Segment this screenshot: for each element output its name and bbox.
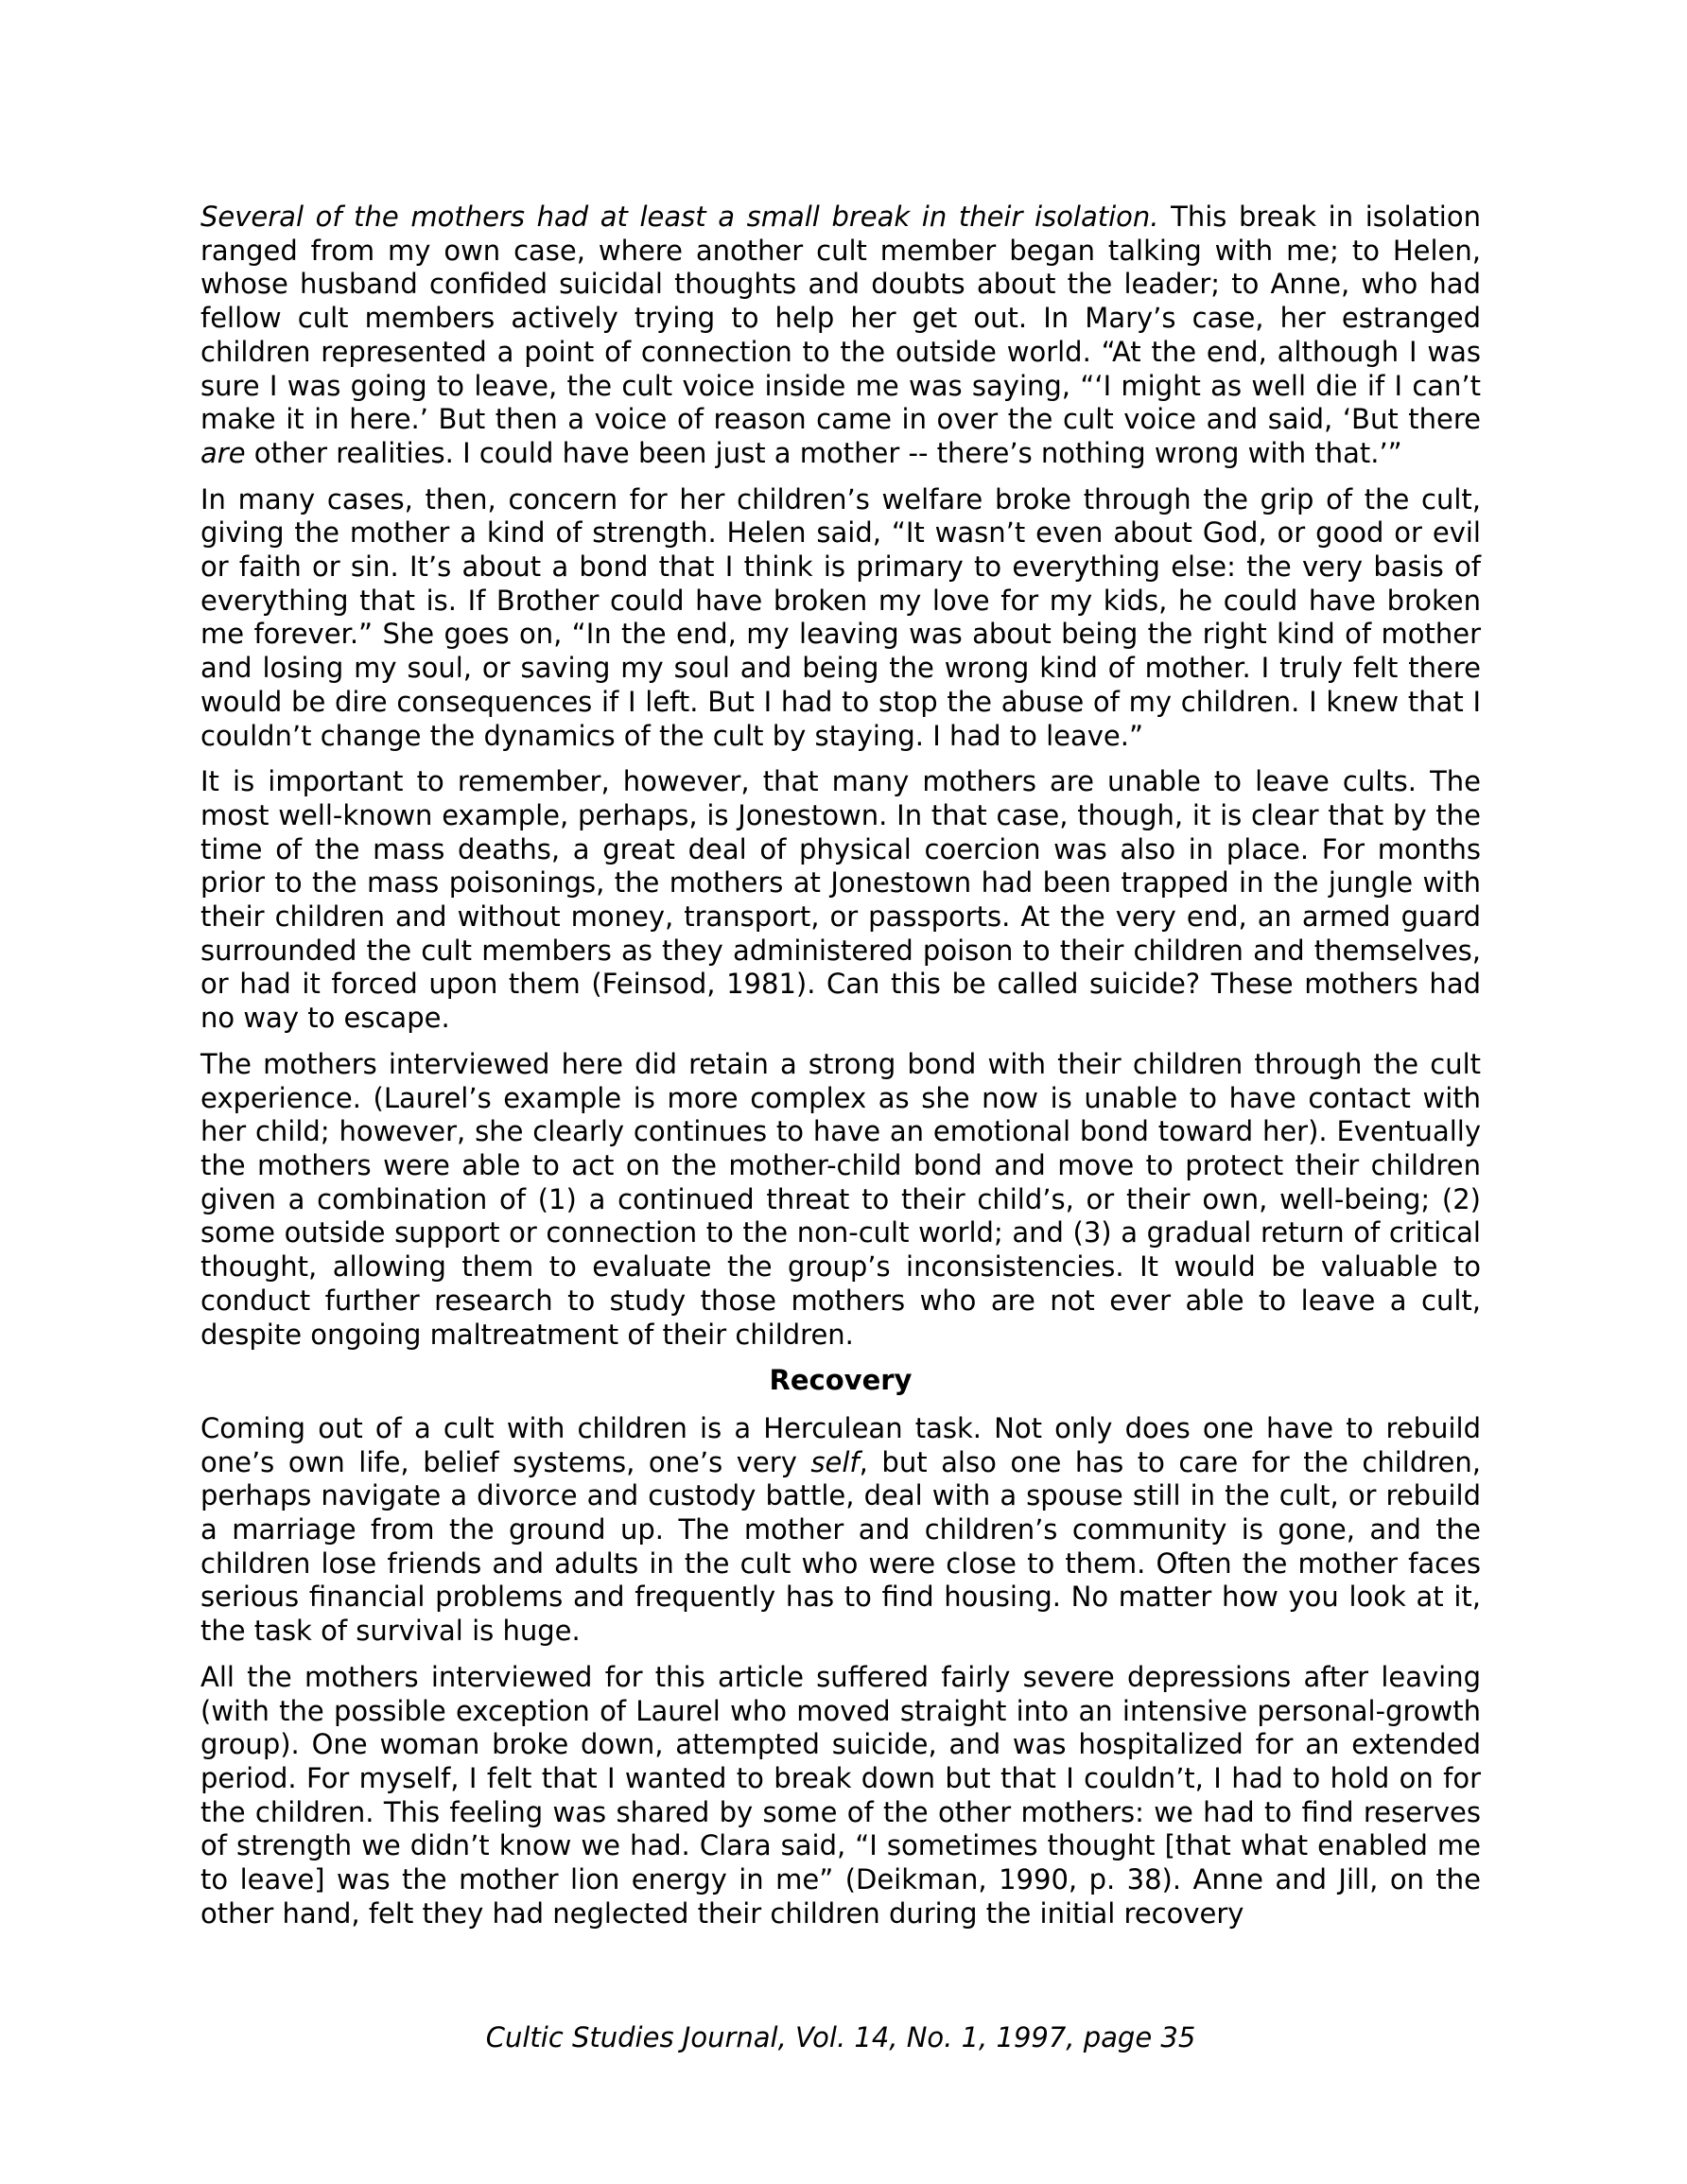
emphasis-text: are [200, 436, 246, 469]
paragraph [200, 1661, 1481, 1931]
text-segment: Coming out of a cult with children is a Herculean task. Not only does one have to rebuild one’s own life, belief systems, one’s very [200, 1411, 1481, 1478]
text-segment: other realities. I could have been just a mother -- there’s nothing wrong with that.’” [245, 436, 1402, 469]
text-segment: It is important to remember, however, that many mothers are unable to leave cults. The most well-known example, perhaps, is Jonestown. In that case, though, it is clear that by the time of the mass deaths, a great deal of physical coercion was also in place. For months prior to the mass poisonings, the mothers at Jonestown had been trapped in the jungle with their children and without money, transport, or passports. At the very end, an armed guard surrounded the cult members as they administered poison to their children and themselves, or had it forced upon them (Feinsod, 1981). Can this be called suicide? These mothers had no way to escape. [200, 765, 1481, 1035]
text-segment: All the mothers interviewed for this article suffered fairly severe depressions after leaving (with the possible exception of Laurel who moved straight into an intensive personal-growth group). One woman broke down, attempted suicide, and was hospitalized for an extended period. For myself, I felt that I wanted to break down but that I couldn’t, I had to hold on for the children. This feeling was shared by some of the other mothers: we had to find reserves of strength we didn’t know we had. Clara said, “I sometimes thought [that what enabled me to leave] was the mother lion energy in me” (Deikman, 1990, p. 38). Anne and Jill, on the other hand, felt they had neglected their children during the initial recovery [200, 1660, 1481, 1930]
paragraph [200, 483, 1481, 754]
page-footer: Cultic Studies Journal, Vol. 14, No. 1, 1997, page 35 [485, 2021, 1196, 2053]
text-segment: This break in isolation ranged from my own case, where another cult member began talking with me; to Helen, whose husband confided suicidal thoughts and doubts about the leader; to Anne, who had fellow cult members actively trying to help her get out. In Mary’s case, her estranged children represented a point of connection to the outside world. “At the end, although I was sure I was going to leave, the cult voice inside me was saying, “‘I might as well die if I can’t make it in here.’ But then a voice of reason came in over the cult voice and said, ‘But there [200, 201, 1481, 436]
section-heading-recovery: Recovery [769, 1364, 913, 1397]
text-segment: , but also one has to care for the children, perhaps navigate a divorce and custody battle, deal with a spouse still in the cult, or rebuild a marriage from the ground up. The mother and children’s community is gone, and the children lose friends and adults in the cult who were close to them. Often the mother faces serious financial problems and frequently has to find housing. No matter how you look at it, the task of survival is huge. [200, 1445, 1481, 1648]
emphasis-text: Several of the mothers had at least a small break in their isolation. [200, 201, 1159, 233]
article-body [200, 201, 1481, 1931]
paragraph [200, 1048, 1481, 1352]
text-segment: The mothers interviewed here did retain a strong bond with their children through the cult experience. (Laurel’s example is more complex as she now is unable to have contact with her child; however, she clearly continues to have an emotional bond toward her). Eventually the mothers were able to act on the mother-child bond and move to protect their children given a combination of (1) a continued threat to their child’s, or their own, well-being; (2) some outside support or connection to the non-cult world; and (3) a gradual return of critical thought, allowing them to evaluate the group’s inconsistencies. It would be valuable to conduct further research to study those mothers who are not ever able to leave a cult, despite ongoing maltreatment of their children. [200, 1047, 1481, 1351]
paragraph [200, 1412, 1481, 1649]
paragraph [200, 765, 1481, 1036]
emphasis-text: self [810, 1445, 860, 1478]
paragraph [200, 201, 1481, 471]
text-segment: In many cases, then, concern for her children’s welfare broke through the grip of the cult, giving the mother a kind of strength. Helen said, “It wasn’t even about God, or good or evil or faith or sin. It’s about a bond that I think is primary to everything else: the very basis of everything that is. If Brother could have broken my love for my kids, he could have broken me forever.” She goes on, “In the end, my leaving was about being the right kind of mother and losing my soul, or saving my soul and being the wrong kind of mother. I truly felt there would be dire consequences if I left. But I had to stop the abuse of my children. I knew that I couldn’t change the dynamics of the cult by staying. I had to leave.” [200, 482, 1481, 752]
